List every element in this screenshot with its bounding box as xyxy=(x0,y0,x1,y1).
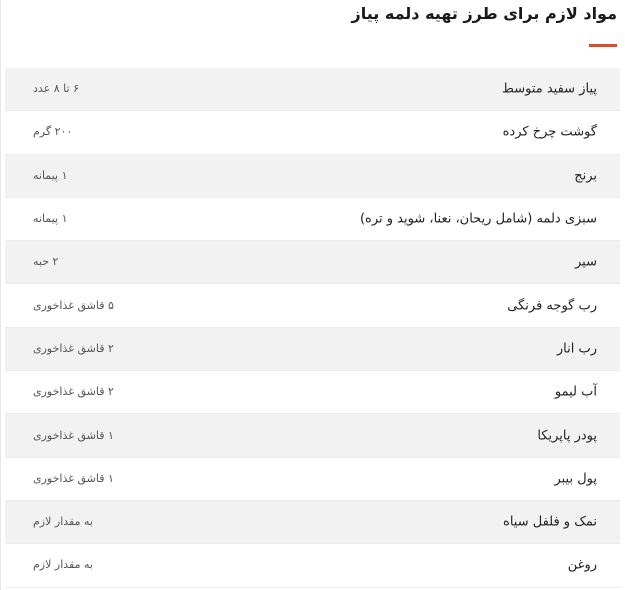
ingredient-quantity: به مقدار لازم xyxy=(33,514,93,528)
table-row xyxy=(5,241,620,284)
ingredient-name: گوشت چرخ کرده xyxy=(502,124,597,140)
table-row xyxy=(5,414,620,457)
table-row xyxy=(5,155,620,198)
ingredient-quantity: ۱ پیمانه xyxy=(33,168,68,182)
ingredient-name: آب لیمو xyxy=(554,384,597,400)
ingredient-quantity: ۲ حبه xyxy=(33,255,59,269)
ingredient-name: سبزی دلمه (شامل ریحان، نعنا، شوید و تره) xyxy=(359,211,597,227)
ingredient-name: پیاز سفید متوسط xyxy=(501,81,597,97)
ingredient-name: رب انار xyxy=(556,341,597,357)
table-row xyxy=(5,371,620,414)
ingredient-quantity: ۱ پیمانه xyxy=(33,211,68,225)
ingredient-name: پودر پاپریکا xyxy=(537,428,597,444)
ingredient-name: نمک و فلفل سیاه xyxy=(503,514,597,530)
table-row xyxy=(5,284,620,327)
ingredient-name: رب گوجه فرنگی xyxy=(507,298,597,314)
ingredient-name: روغن xyxy=(567,557,597,573)
ingredient-quantity: ۵ قاشق غذاخوری xyxy=(33,298,114,312)
page-title: مواد لازم برای طرز تهیه دلمه پیاز xyxy=(351,4,617,23)
ingredient-quantity: ۶ تا ۸ عدد xyxy=(33,81,79,95)
ingredient-quantity: ۱ قاشق غذاخوری xyxy=(33,428,114,442)
table-row xyxy=(5,544,620,587)
table-row xyxy=(5,198,620,241)
table-row xyxy=(5,328,620,371)
ingredient-quantity: ۱ قاشق غذاخوری xyxy=(33,471,114,485)
table-row xyxy=(5,458,620,501)
table-row xyxy=(5,68,620,111)
ingredient-quantity: به مقدار لازم xyxy=(33,558,93,572)
title-underline xyxy=(589,44,617,47)
table-row xyxy=(5,501,620,544)
ingredient-name: سیر xyxy=(575,254,597,270)
ingredient-quantity: ۲ قاشق غذاخوری xyxy=(33,341,114,355)
table-row xyxy=(5,111,620,154)
ingredient-quantity: ۲۰۰ گرم xyxy=(33,125,73,139)
ingredients-table xyxy=(5,68,620,588)
ingredient-name: برنج xyxy=(574,168,597,184)
ingredient-quantity: ۲ قاشق غذاخوری xyxy=(33,385,114,399)
left-border xyxy=(0,0,1,590)
ingredient-name: پول بیبر xyxy=(554,471,597,487)
